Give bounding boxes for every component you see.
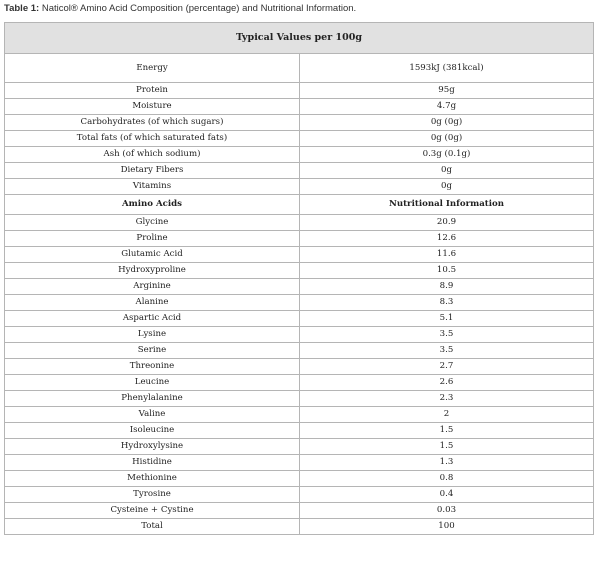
nutrient-value: 95g (300, 83, 594, 99)
table-row (5, 115, 594, 131)
amino-acid-name: Proline (5, 231, 300, 247)
table-header: Typical Values per 100g (5, 23, 594, 54)
table-row (5, 375, 594, 391)
nutrient-value: 0g (0g) (300, 131, 594, 147)
amino-acid-name: Serine (5, 343, 300, 359)
table-row (5, 471, 594, 487)
table-row (5, 455, 594, 471)
caption-label: Table 1: (4, 3, 40, 14)
nutrition-table (4, 22, 594, 535)
nutrient-name: Ash (of which sodium) (5, 147, 300, 163)
nutrient-name: Carbohydrates (of which sugars) (5, 115, 300, 131)
amino-acid-value: 1.5 (300, 439, 594, 455)
table-header-row (5, 23, 594, 54)
table-row (5, 423, 594, 439)
amino-acids-header: Amino Acids (5, 195, 300, 215)
amino-acid-name: Glutamic Acid (5, 247, 300, 263)
table-row (5, 407, 594, 423)
total-row (5, 519, 594, 535)
table-row (5, 163, 594, 179)
table-row (5, 327, 594, 343)
table-row (5, 147, 594, 163)
amino-acid-name: Hydroxyproline (5, 263, 300, 279)
amino-acid-value: 1.5 (300, 423, 594, 439)
table-row (5, 503, 594, 519)
amino-acid-name: Hydroxylysine (5, 439, 300, 455)
amino-acid-name: Valine (5, 407, 300, 423)
table-row (5, 311, 594, 327)
table-row (5, 487, 594, 503)
table-row (5, 99, 594, 115)
amino-acid-value: 8.9 (300, 279, 594, 295)
table-row (5, 54, 594, 83)
table-row (5, 263, 594, 279)
amino-acid-name: Histidine (5, 455, 300, 471)
amino-acid-name: Phenylalanine (5, 391, 300, 407)
amino-acid-name: Aspartic Acid (5, 311, 300, 327)
amino-acid-value: 12.6 (300, 231, 594, 247)
amino-acid-name: Methionine (5, 471, 300, 487)
amino-acid-value: 0.4 (300, 487, 594, 503)
nutrient-value: 0g (0g) (300, 115, 594, 131)
table-row (5, 131, 594, 147)
table-row (5, 343, 594, 359)
nutrient-name: Energy (5, 54, 300, 83)
total-label: Total (5, 519, 300, 535)
amino-acid-name: Isoleucine (5, 423, 300, 439)
nutrient-name: Total fats (of which saturated fats) (5, 131, 300, 147)
table-row (5, 231, 594, 247)
amino-acid-name: Threonine (5, 359, 300, 375)
table-row (5, 247, 594, 263)
amino-acid-value: 2.7 (300, 359, 594, 375)
amino-acid-value: 5.1 (300, 311, 594, 327)
nutrient-name: Vitamins (5, 179, 300, 195)
amino-acid-name: Alanine (5, 295, 300, 311)
table-row (5, 439, 594, 455)
amino-acid-value: 2 (300, 407, 594, 423)
nutrient-name: Protein (5, 83, 300, 99)
amino-acid-value: 0.03 (300, 503, 594, 519)
amino-acid-value: 20.9 (300, 215, 594, 231)
nutrient-value: 0g (300, 163, 594, 179)
amino-acid-value: 3.5 (300, 327, 594, 343)
table-row (5, 83, 594, 99)
nutritional-information-header: Nutritional Information (300, 195, 594, 215)
amino-acid-name: Tyrosine (5, 487, 300, 503)
amino-acid-value: 2.6 (300, 375, 594, 391)
amino-acid-value: 8.3 (300, 295, 594, 311)
amino-acid-value: 11.6 (300, 247, 594, 263)
amino-acid-value: 3.5 (300, 343, 594, 359)
nutrient-value: 1593kJ (381kcal) (300, 54, 594, 83)
table-row (5, 359, 594, 375)
amino-acid-value: 1.3 (300, 455, 594, 471)
amino-acid-name: Glycine (5, 215, 300, 231)
nutrient-value: 4.7g (300, 99, 594, 115)
total-value: 100 (300, 519, 594, 535)
amino-acid-name: Arginine (5, 279, 300, 295)
table-row (5, 179, 594, 195)
caption-text: Naticol® Amino Acid Composition (percentage) and Nutritional Information. (41, 3, 357, 14)
table-caption (4, 3, 356, 14)
amino-acid-value: 0.8 (300, 471, 594, 487)
amino-acid-name: Lysine (5, 327, 300, 343)
nutrient-name: Moisture (5, 99, 300, 115)
amino-acid-name: Cysteine + Cystine (5, 503, 300, 519)
table-row (5, 391, 594, 407)
table-row (5, 279, 594, 295)
amino-acid-name: Leucine (5, 375, 300, 391)
amino-header-row (5, 195, 594, 215)
table-row (5, 295, 594, 311)
table-row (5, 215, 594, 231)
amino-acid-value: 10.5 (300, 263, 594, 279)
nutrient-value: 0.3g (0.1g) (300, 147, 594, 163)
amino-acid-value: 2.3 (300, 391, 594, 407)
nutrient-value: 0g (300, 179, 594, 195)
nutrient-name: Dietary Fibers (5, 163, 300, 179)
